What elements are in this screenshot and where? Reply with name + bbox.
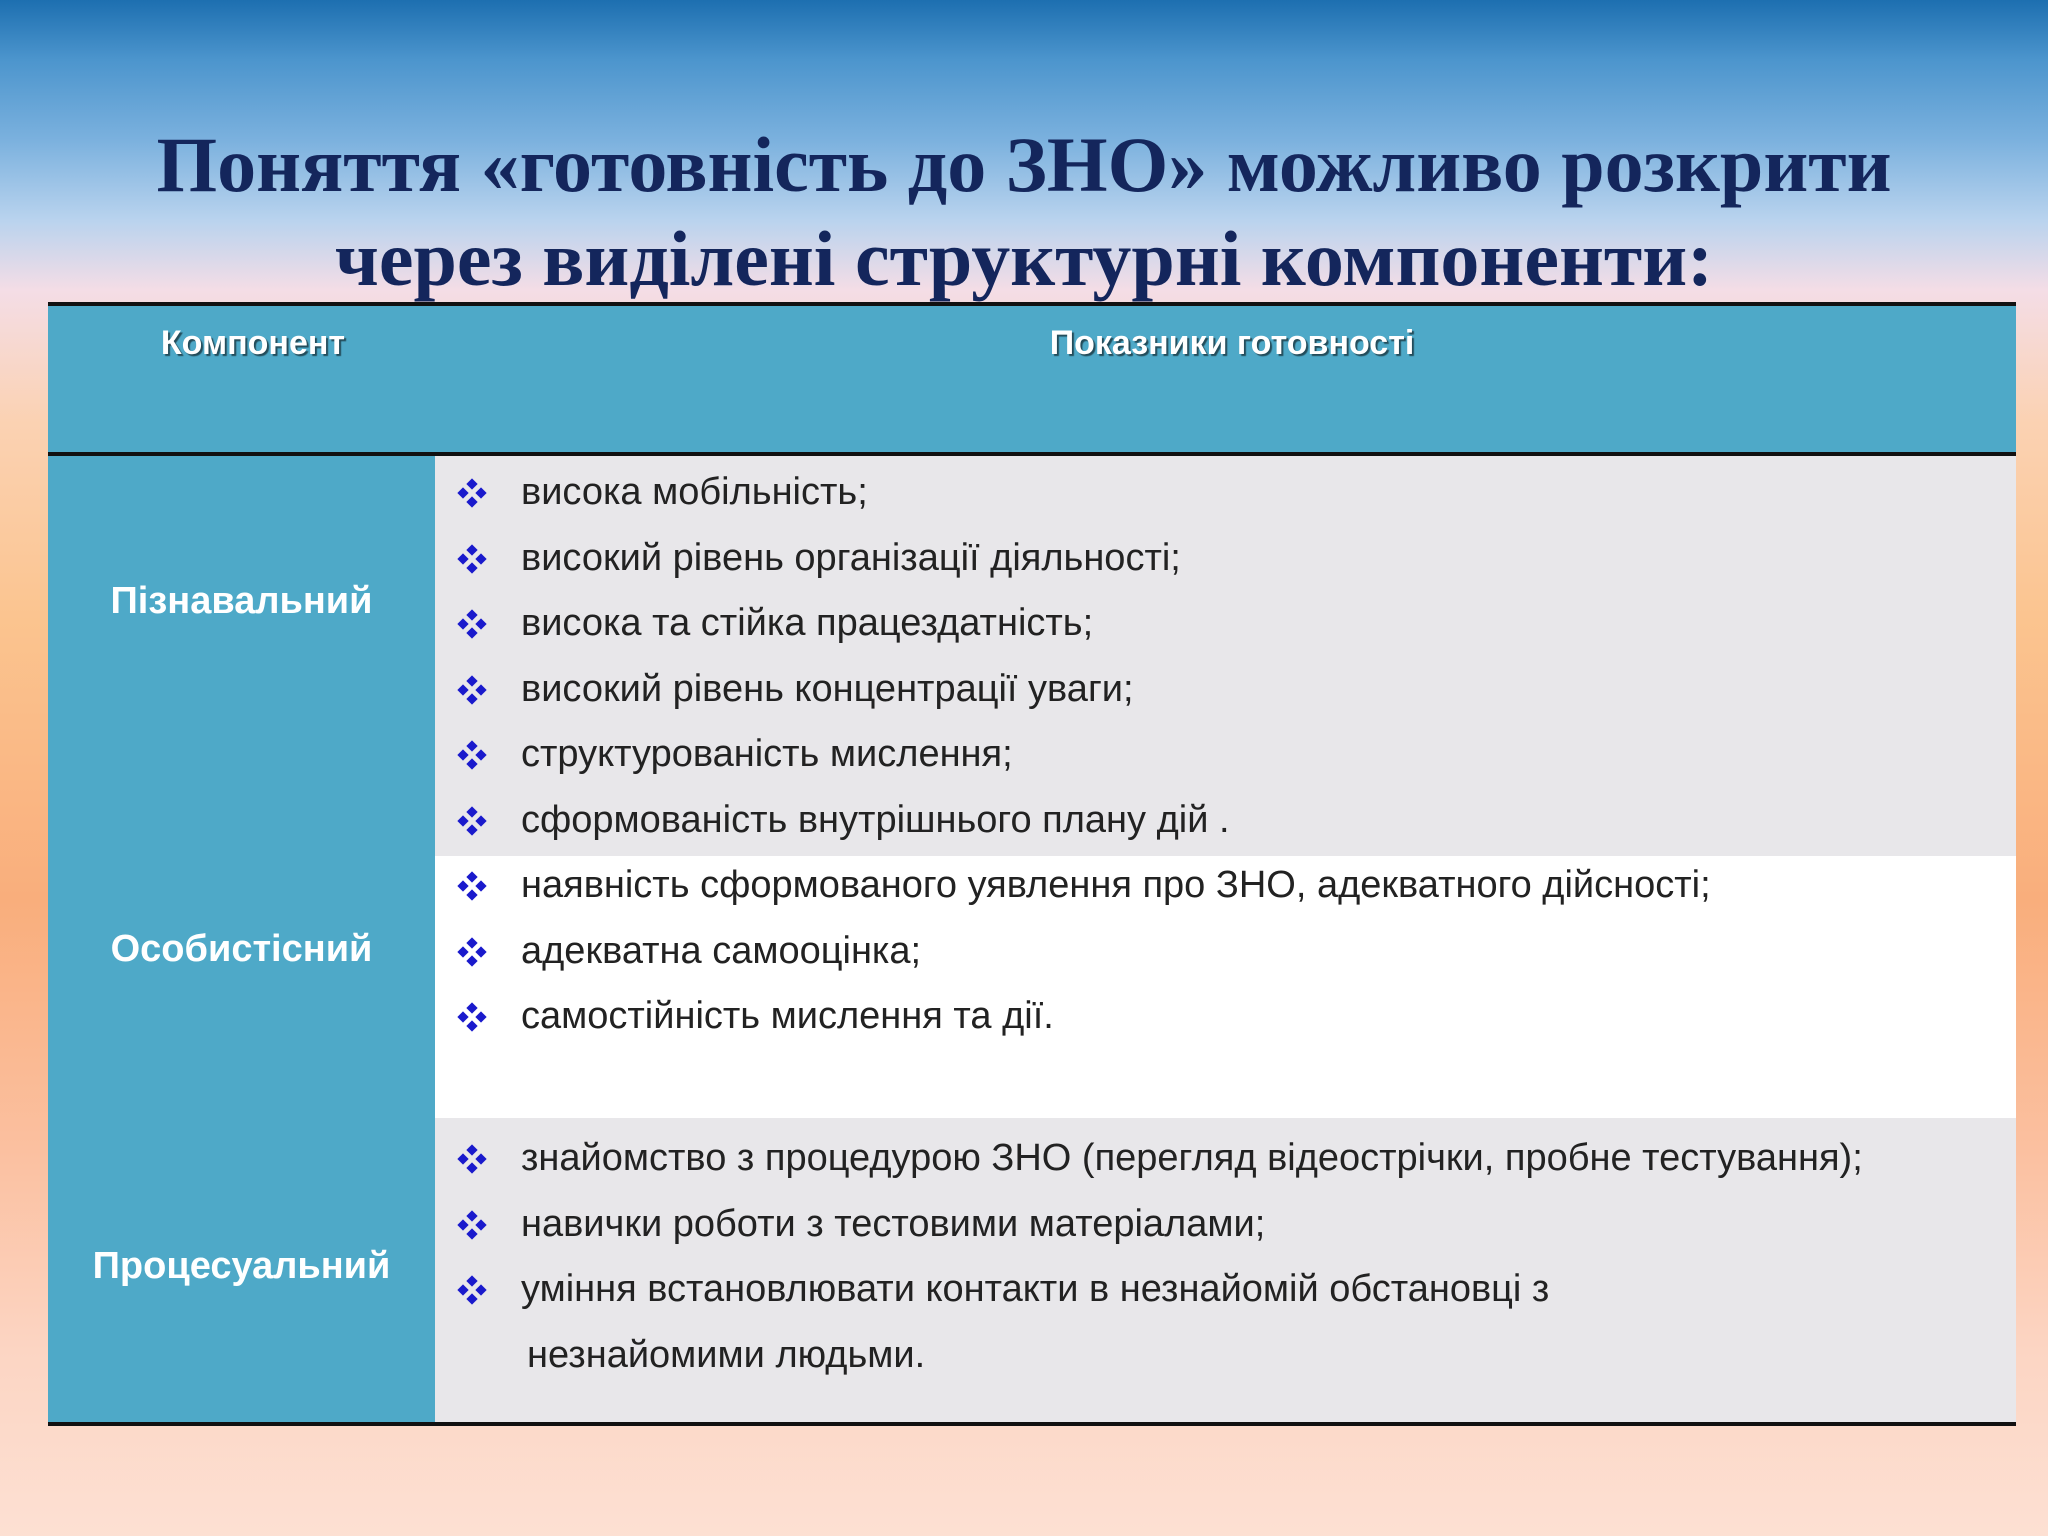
list-item bbox=[435, 526, 2016, 592]
list-item bbox=[435, 657, 2016, 723]
list-item-text: адекватна самооцінка; bbox=[521, 929, 922, 972]
slide-title-line-2: через виділені структурні компоненти: bbox=[334, 215, 1714, 302]
list-item-continuation bbox=[435, 1323, 2016, 1389]
bullet-diamond-icon bbox=[457, 806, 487, 836]
header-component: Компонент bbox=[160, 324, 346, 362]
bullet-diamond-icon bbox=[457, 871, 487, 901]
list-item-text: високий рівень концентрації уваги; bbox=[521, 667, 1134, 710]
list-item-text: висока та стійка працездатність; bbox=[521, 602, 1094, 644]
list-item bbox=[435, 788, 2016, 854]
slide-title-line-1: Поняття «готовність до ЗНО» можливо розкрити bbox=[156, 121, 1892, 208]
list-item bbox=[435, 1257, 2016, 1323]
list-item bbox=[435, 1192, 2016, 1258]
list-item-text: структурованість мислення; bbox=[521, 733, 1013, 775]
component-label-personal: Особистісний bbox=[110, 928, 373, 970]
readiness-table bbox=[48, 302, 2016, 1426]
table-border-header bbox=[48, 452, 2016, 456]
indicators-procedural bbox=[435, 1118, 2016, 1422]
header-indicators: Показники готовності bbox=[1049, 324, 1415, 362]
list-item-text: сформованість внутрішнього плану дій . bbox=[521, 798, 1230, 841]
bullet-diamond-icon bbox=[457, 1275, 487, 1305]
list-item bbox=[435, 722, 2016, 788]
component-label-cognitive: Пізнавальний bbox=[110, 580, 373, 622]
list-item bbox=[435, 984, 2016, 1050]
bullet-diamond-icon bbox=[457, 1210, 487, 1240]
bullet-diamond-icon bbox=[457, 478, 487, 508]
table-border-top bbox=[48, 302, 2016, 306]
bullet-diamond-icon bbox=[457, 609, 487, 639]
list-item-text: висока мобільність; bbox=[521, 471, 868, 513]
component-column bbox=[48, 456, 435, 1422]
component-label-procedural: Процесуальний bbox=[92, 1245, 391, 1287]
bullet-diamond-icon bbox=[457, 675, 487, 705]
list-item bbox=[435, 460, 2016, 526]
list-item-text: знайомство з процедурою ЗНО (перегляд відеострічки, пробне тестування); bbox=[521, 1137, 1863, 1179]
list-item-text: навички роботи з тестовими матеріалами; bbox=[521, 1202, 1266, 1245]
list-item bbox=[435, 919, 2016, 985]
list-item-text: самостійність мислення та дії. bbox=[521, 995, 1054, 1037]
indicators-personal bbox=[435, 856, 2016, 1118]
slide-title bbox=[0, 118, 2048, 306]
bullet-diamond-icon bbox=[457, 1144, 487, 1174]
list-item bbox=[435, 591, 2016, 657]
list-item bbox=[435, 853, 2016, 919]
list-item-text: наявність сформованого уявлення про ЗНО, адекватного дійсності; bbox=[521, 864, 1711, 906]
table-header-row bbox=[48, 306, 2016, 452]
bullet-diamond-icon bbox=[457, 937, 487, 967]
table-border-bottom bbox=[48, 1422, 2016, 1426]
indicators-cognitive bbox=[435, 456, 2016, 856]
list-item bbox=[435, 1126, 2016, 1192]
bullet-diamond-icon bbox=[457, 544, 487, 574]
list-item-text: високий рівень організації діяльності; bbox=[521, 536, 1181, 579]
bullet-diamond-icon bbox=[457, 740, 487, 770]
bullet-diamond-icon bbox=[457, 1002, 487, 1032]
list-item-text: уміння встановлювати контакти в незнайомій обстановці з bbox=[521, 1268, 1550, 1310]
list-item-text: незнайомими людьми. bbox=[527, 1333, 926, 1376]
